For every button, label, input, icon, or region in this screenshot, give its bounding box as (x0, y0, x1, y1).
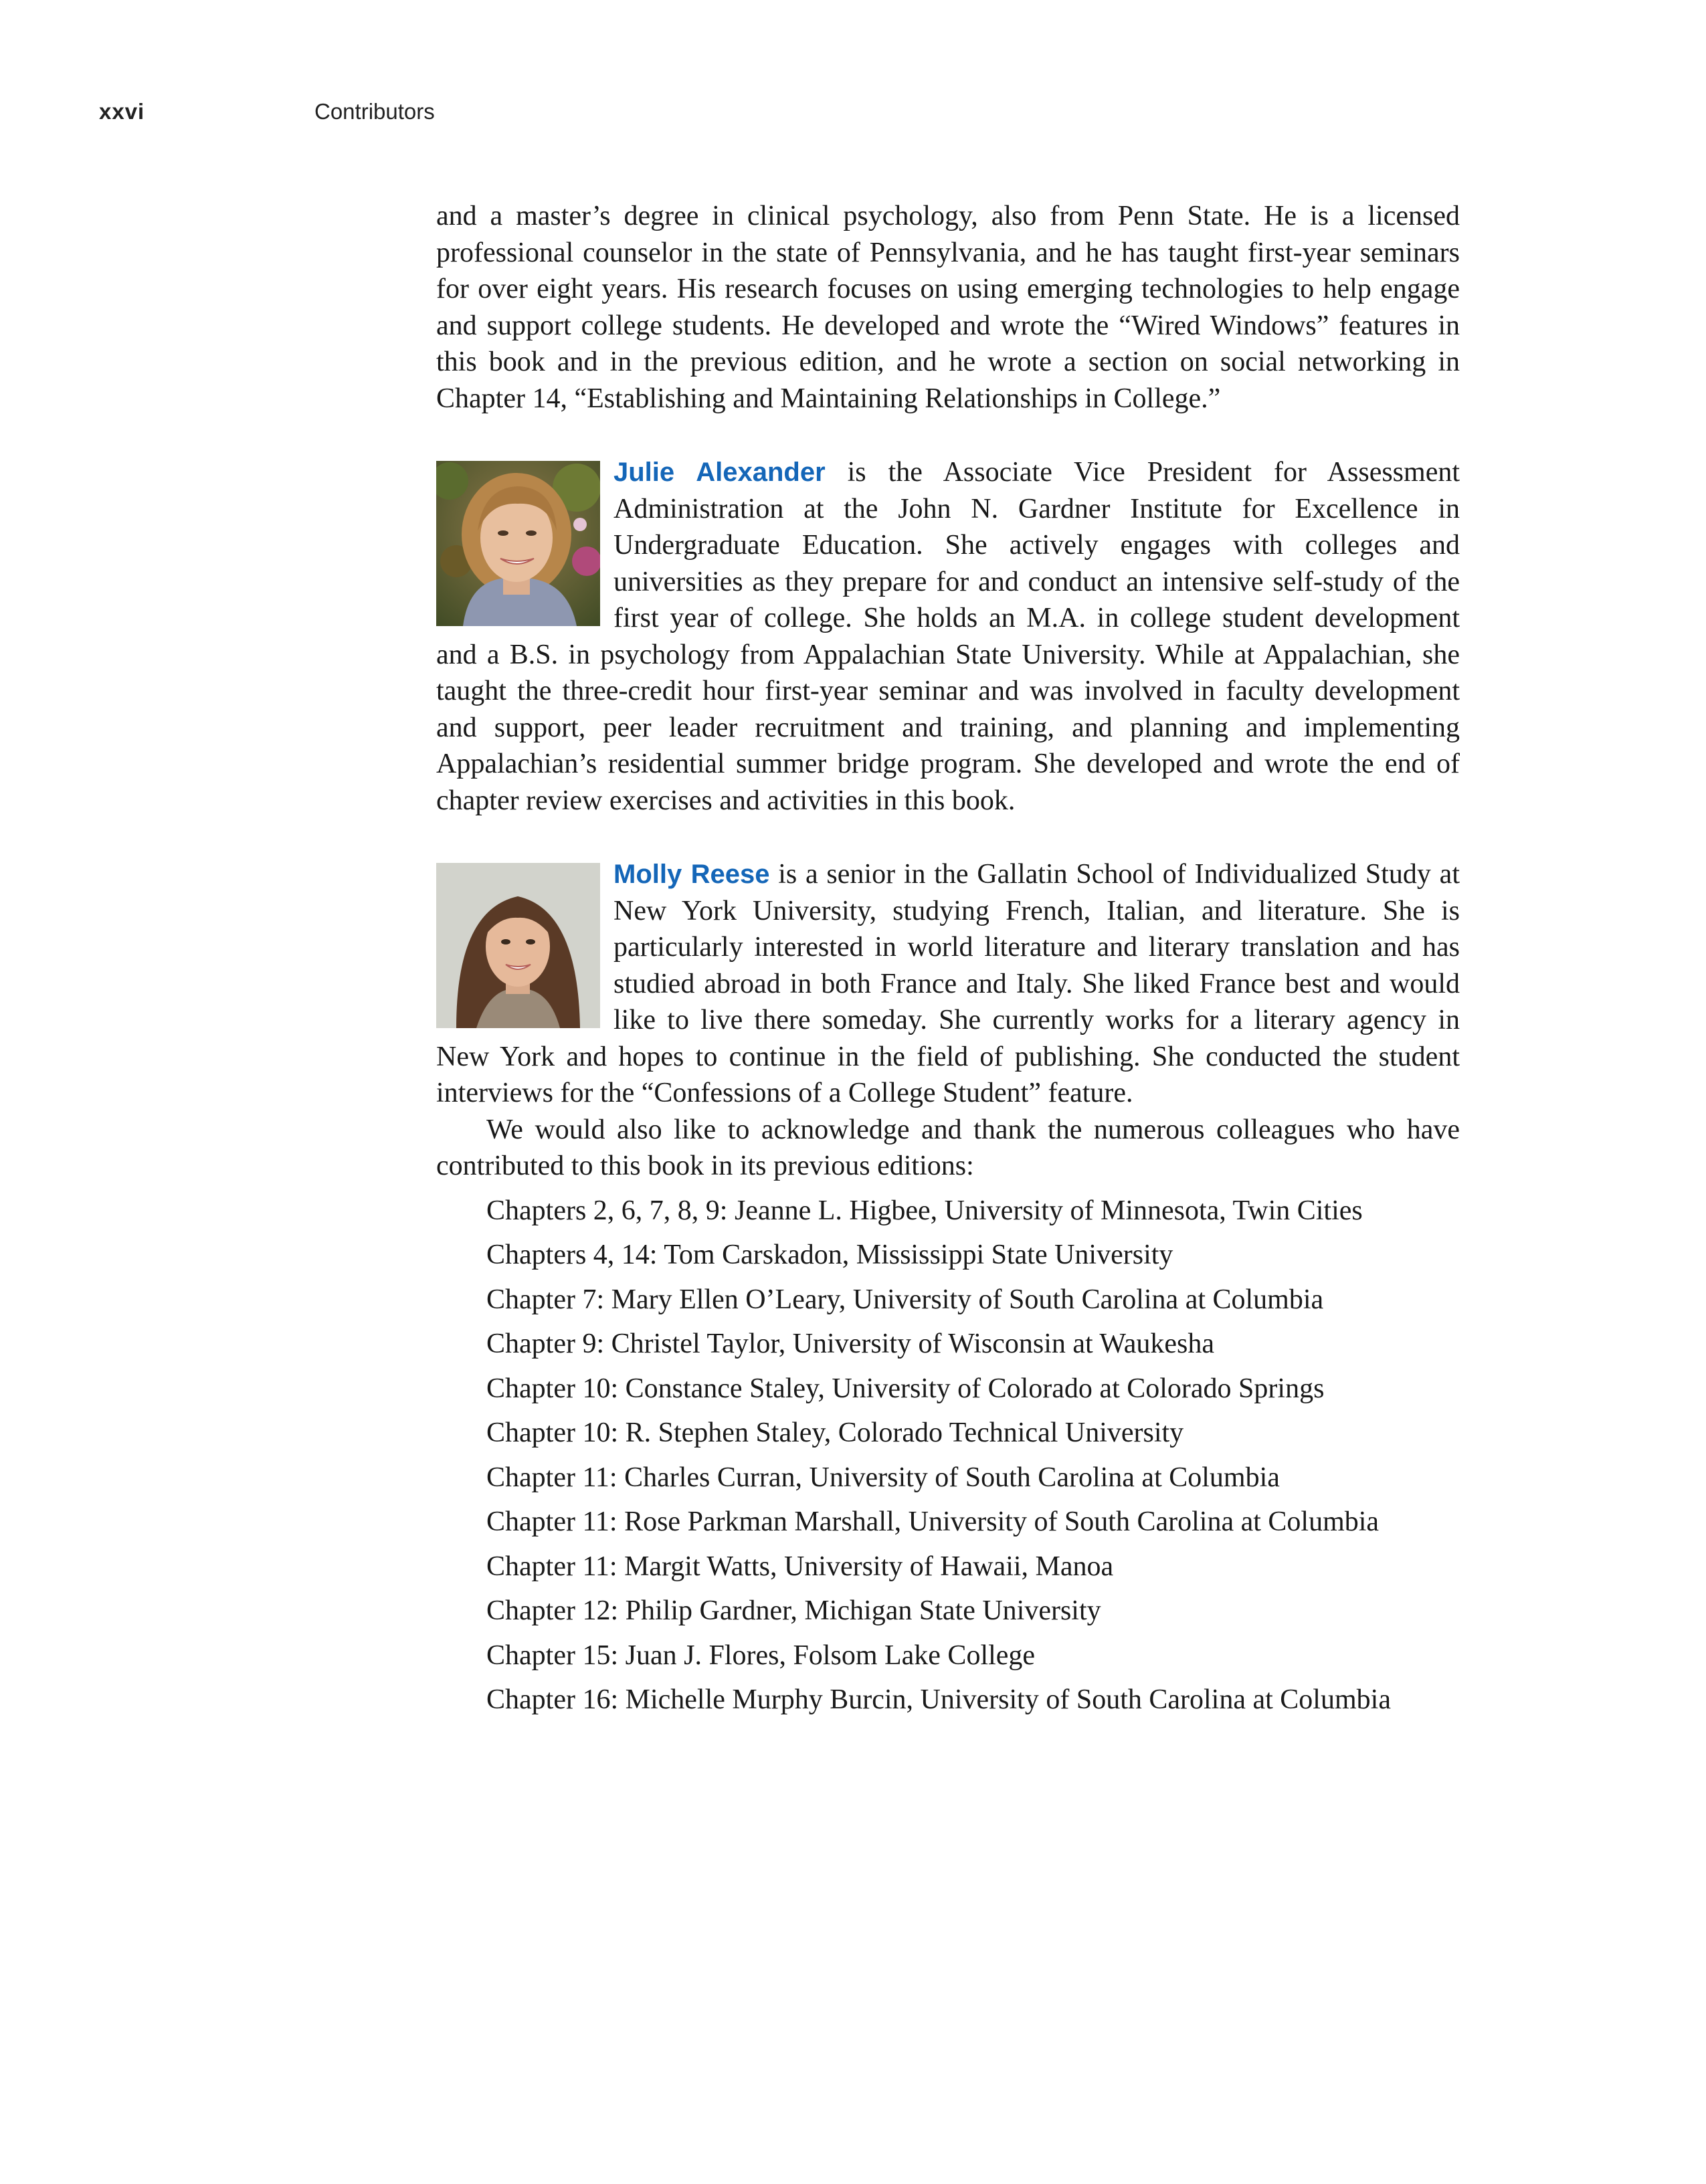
contributor-name-julie: Julie Alexander (613, 458, 826, 487)
contributor-list-item: Chapter 10: R. Stephen Staley, Colorado Technical University (486, 1417, 1184, 1448)
contributor-name-molly: Molly Reese (613, 860, 770, 889)
contributor-list-item: Chapter 16: Michelle Murphy Burcin, University of South Carolina at Columbia (486, 1684, 1391, 1715)
contributor-list-item: Chapter 11: Charles Curran, University of South Carolina at Columbia (486, 1462, 1280, 1493)
page-content (436, 198, 1460, 1726)
contributor-bio-molly (436, 856, 1460, 1112)
intro-paragraph: and a master’s degree in clinical psychology, also from Penn State. He is a licensed professional counselor in the state of Pennsylvania, and he has taught first-year seminars for over eight years. His research focuses on using emerging technologies to help engage and support college students. He developed and wrote the “Wired Windows” features in this book and in the previous edition, and he wrote a section on social networking in Chapter 14, “Establishing and Maintaining Relationships in College.” (436, 201, 1460, 414)
contributor-list-item: Chapters 2, 6, 7, 8, 9: Jeanne L. Higbee, University of Minnesota, Twin Cities (486, 1195, 1363, 1226)
running-head (99, 99, 1607, 132)
contributor-list-item: Chapter 9: Christel Taylor, University of Wisconsin at Waukesha (486, 1328, 1214, 1359)
contributor-list-item: Chapter 7: Mary Ellen O’Leary, University of South Carolina at Columbia (486, 1284, 1324, 1315)
running-title: Contributors (314, 99, 435, 124)
contributor-list-item: Chapters 4, 14: Tom Carskadon, Mississippi State University (486, 1239, 1173, 1270)
acknowledgment-paragraph: We would also like to acknowledge and thank the numerous colleagues who have contributed to this book in its previous editions: (436, 1114, 1460, 1181)
portrait-photo-molly (436, 863, 600, 1028)
bio-text-molly: is a senior in the Gallatin School of Individualized Study at New York University, studying French, Italian, and literature. She is particularly interested in world literature and literary translation and has studied abroad in both France and Italy. She liked France best and would like to live there someday. She currently works for a literary agency in New York and hopes to continue in the field of publishing. She conducted the student interviews for the “Confessions of a College Student” feature. (436, 859, 1460, 1108)
contributor-list-item: Chapter 11: Rose Parkman Marshall, University of South Carolina at Columbia (486, 1506, 1380, 1537)
contributor-list-item: Chapter 11: Margit Watts, University of Hawaii, Manoa (486, 1551, 1114, 1582)
contributor-list-item: Chapter 15: Juan J. Flores, Folsom Lake College (486, 1640, 1036, 1671)
contributor-list-item: Chapter 10: Constance Staley, University of Colorado at Colorado Springs (486, 1373, 1325, 1404)
previous-contributors-list (436, 1193, 1460, 1718)
page-number: xxvi (99, 99, 145, 124)
bio-text-julie: is the Associate Vice President for Assessment Administration at the John N. Gardner Institute for Excellence in Undergraduate Education. She actively engages with colleges and universities as they prepare for and conduct an intensive self-study of the first year of college. She holds an M.A. in college student development and a B.S. in psychology from Appalachian State University. While at Appalachian, she taught the three-credit hour first-year seminar and was involved in faculty development and support, peer leader recruitment and training, and planning and implementing Appalachian’s residential summer bridge program. She developed and wrote the end of chapter review exercises and activities in this book. (436, 457, 1460, 816)
portrait-photo-julie (436, 461, 600, 626)
contributor-bio-julie (436, 454, 1460, 819)
contributor-list-item: Chapter 12: Philip Gardner, Michigan State University (486, 1595, 1101, 1626)
